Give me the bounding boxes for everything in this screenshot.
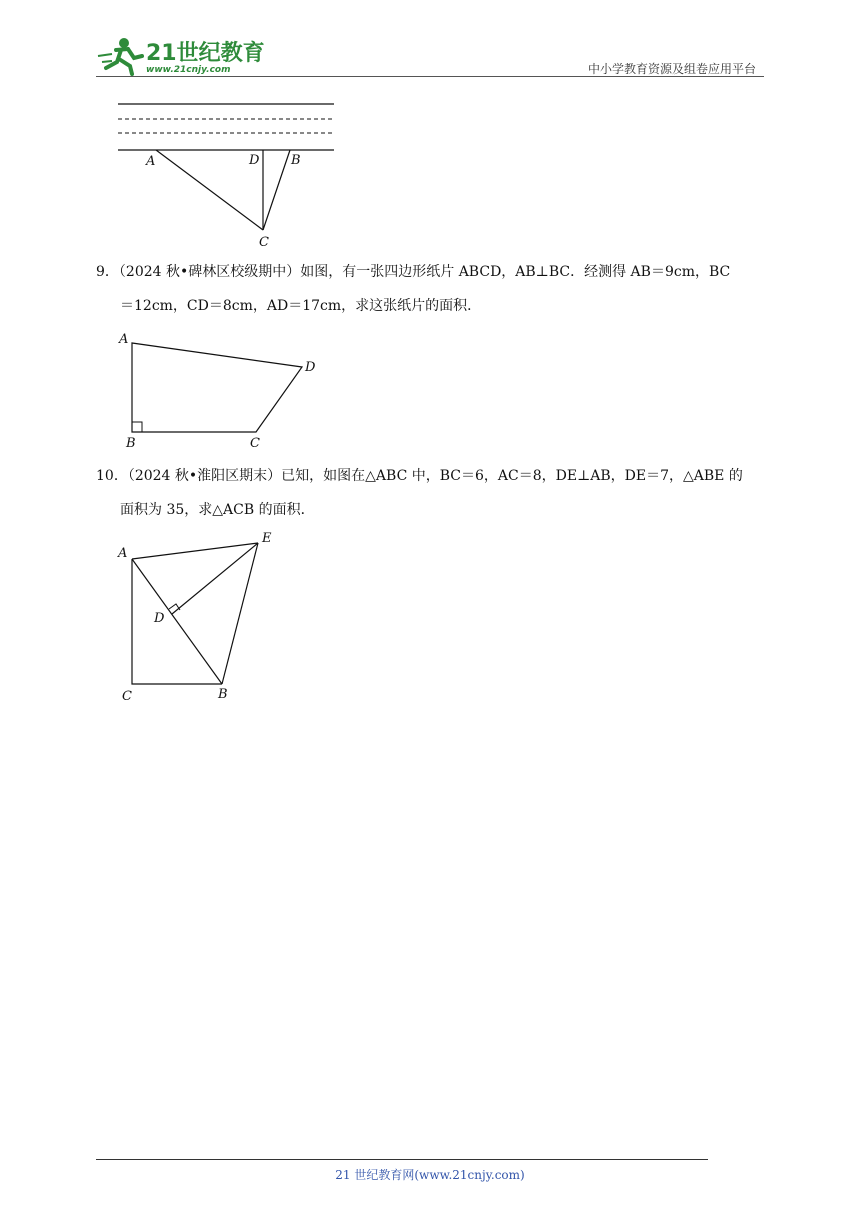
logo-text: 21世纪教育 (146, 41, 265, 66)
question-9 (96, 255, 764, 323)
footer-divider (96, 1159, 708, 1160)
question-9-line1: 9．（2024 秋•碑林区校级期中）如图，有一张四边形纸片 ABCD，AB⊥BC．经测得 AB＝9cm，BC (96, 264, 731, 280)
label-D: D (305, 360, 316, 375)
label-D: D (249, 153, 260, 168)
label-C: C (250, 436, 260, 451)
label-E: E (262, 531, 272, 546)
figure-q9 (110, 328, 330, 452)
question-10-line1: 10．（2024 秋•淮阳区期末）已知，如图在△ABC 中，BC＝6，AC＝8，DE⊥AB，DE＝7，△ABE 的 (96, 468, 743, 484)
label-B: B (218, 687, 228, 702)
label-B: B (126, 436, 136, 451)
header-platform-text: 中小学教育资源及组卷应用平台 (587, 62, 756, 76)
label-B: B (291, 153, 301, 168)
label-A: A (119, 332, 129, 347)
figure-q8 (110, 96, 350, 256)
site-logo (94, 34, 274, 76)
label-D: D (154, 611, 165, 626)
label-C: C (259, 235, 269, 250)
label-A: A (118, 546, 128, 561)
question-9-line2: ＝12cm，CD＝8cm，AD＝17cm，求这张纸片的面积． (120, 298, 482, 314)
question-10-line2: 面积为 35，求△ACB 的面积． (120, 502, 315, 518)
runner-icon (98, 38, 142, 74)
label-C: C (122, 689, 132, 704)
figure-q10 (110, 526, 290, 706)
question-10 (96, 459, 764, 527)
footer-link[interactable]: 21 世纪教育网(www.21cnjy.com) (335, 1168, 525, 1182)
header-divider (96, 76, 764, 77)
logo-url: www.21cnjy.com (146, 65, 231, 75)
label-A: A (146, 154, 156, 169)
